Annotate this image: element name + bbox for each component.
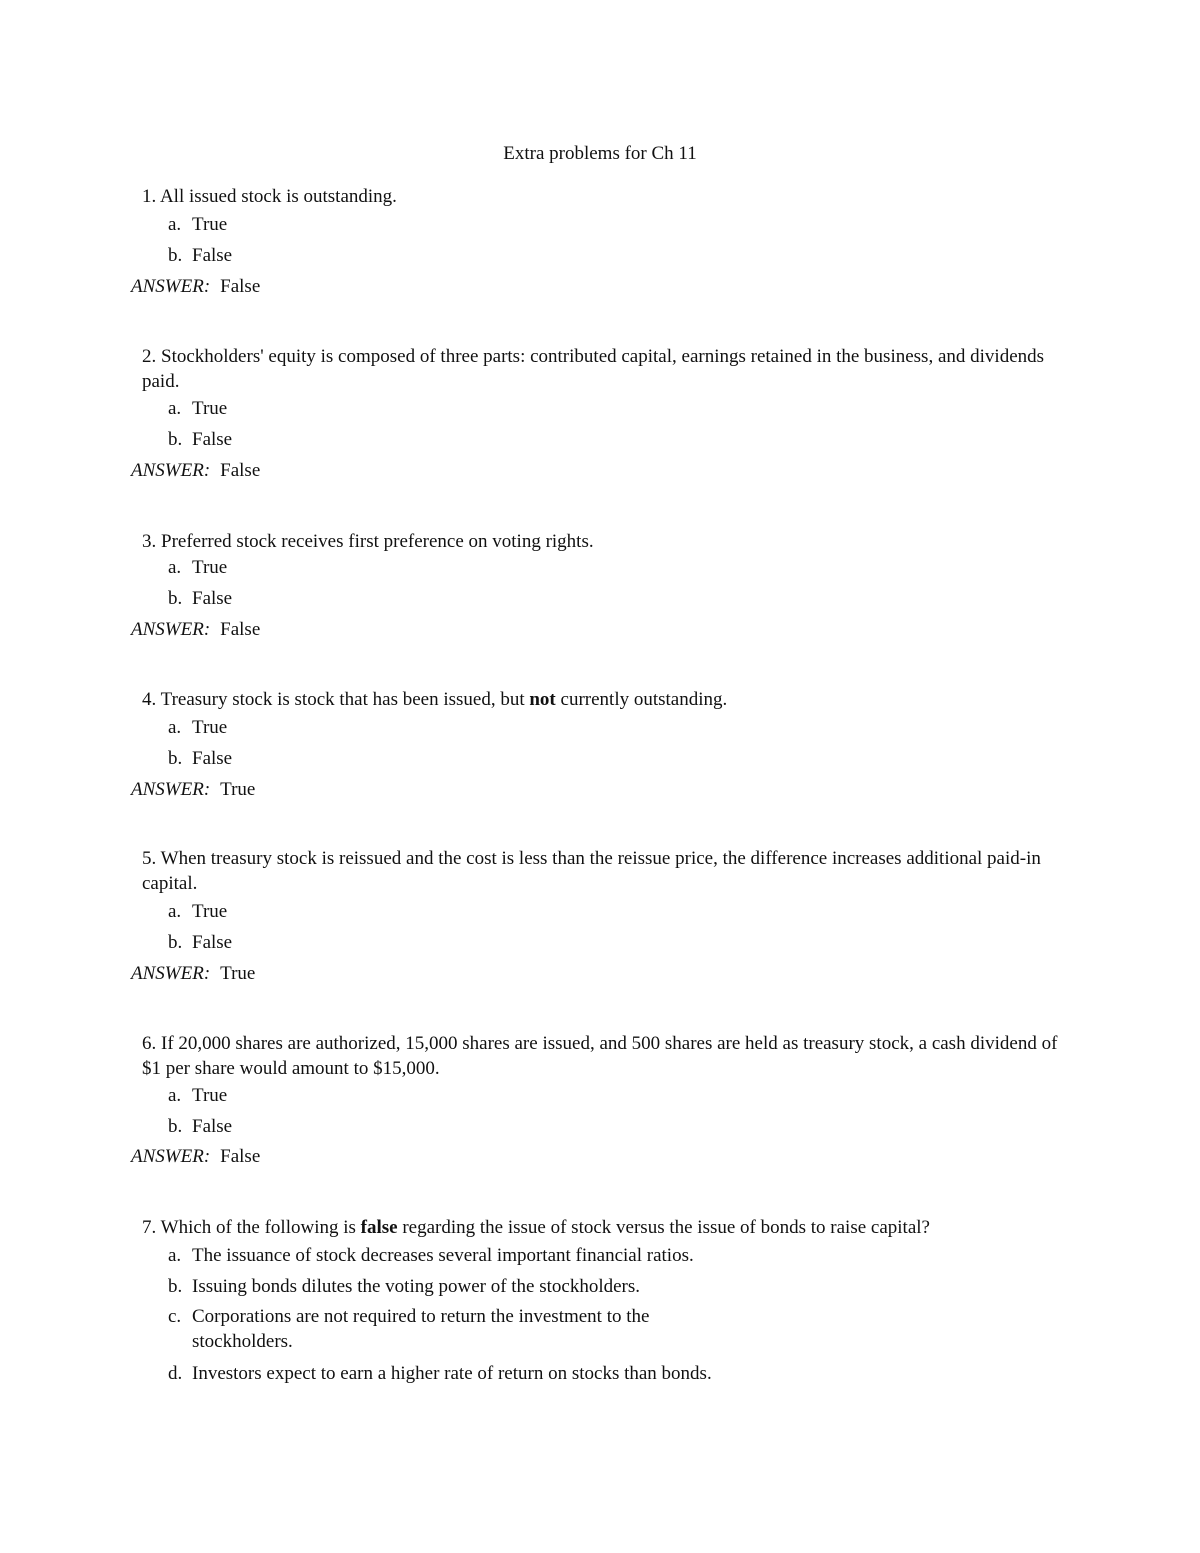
answer-value: False (220, 276, 261, 297)
answer-label: ANSWER: (131, 963, 211, 984)
question-2-text: 2. Stockholders' equity is composed of three parts: contributed capital, earnings retained in the business, and dividends paid. (142, 346, 1045, 392)
option-letter: a. (168, 1085, 182, 1106)
question-5-option-b (168, 930, 232, 955)
question-6-answer (131, 1144, 260, 1169)
question-2-option-a (168, 396, 227, 421)
answer-value: False (220, 619, 261, 640)
option-letter: b. (168, 245, 183, 266)
question-3-answer (131, 617, 260, 642)
question-7-option-c (168, 1304, 732, 1354)
option-text: False (192, 1116, 233, 1137)
option-letter: b. (168, 748, 183, 769)
question-4-answer (131, 777, 255, 802)
question-7-option-a (168, 1243, 694, 1268)
question-7-text-before: 7. Which of the following is (142, 1217, 361, 1238)
question-3-option-b (168, 586, 232, 611)
option-text: Issuing bonds dilutes the voting power of the stockholders. (192, 1276, 641, 1297)
option-letter: b. (168, 429, 183, 450)
option-text: False (192, 932, 233, 953)
option-letter: b. (168, 932, 183, 953)
answer-value: False (220, 1146, 261, 1167)
option-letter: a. (168, 717, 182, 738)
option-text: True (192, 717, 228, 738)
question-1-answer (131, 274, 260, 299)
question-4-option-a (168, 715, 227, 740)
option-text: Corporations are not required to return the investment to the stockholders. (192, 1306, 650, 1352)
question-4-option-b (168, 746, 232, 771)
answer-label: ANSWER: (131, 1146, 211, 1167)
option-text: False (192, 588, 233, 609)
answer-label: ANSWER: (131, 276, 211, 297)
answer-value: True (220, 963, 256, 984)
question-4-text-before: 4. Treasury stock is stock that has been issued, but (142, 689, 530, 710)
question-6-option-b (168, 1114, 232, 1139)
answer-value: False (220, 460, 261, 481)
question-7-text (142, 1215, 1062, 1240)
option-letter: c. (168, 1306, 182, 1327)
option-letter: b. (168, 1276, 183, 1297)
option-letter: b. (168, 588, 183, 609)
option-letter: b. (168, 1116, 183, 1137)
option-letter: a. (168, 557, 182, 578)
answer-label: ANSWER: (131, 779, 211, 800)
question-4-text (142, 687, 1062, 712)
option-letter: d. (168, 1363, 183, 1384)
answer-label: ANSWER: (131, 460, 211, 481)
option-text: True (192, 1085, 228, 1106)
question-2-answer (131, 458, 260, 483)
answer-label: ANSWER: (131, 619, 211, 640)
question-5-answer (131, 961, 255, 986)
option-letter: a. (168, 901, 182, 922)
page-title: Extra problems for Ch 11 (503, 143, 697, 164)
option-text: False (192, 429, 233, 450)
answer-value: True (220, 779, 256, 800)
option-text: True (192, 214, 228, 235)
option-letter: a. (168, 214, 182, 235)
option-text: False (192, 245, 233, 266)
question-3-option-a (168, 555, 227, 580)
question-2-option-b (168, 427, 232, 452)
question-7-option-b (168, 1274, 640, 1299)
question-5-option-a (168, 899, 227, 924)
option-text: True (192, 901, 228, 922)
option-text: False (192, 748, 233, 769)
question-1-option-b (168, 243, 232, 268)
option-text: Investors expect to earn a higher rate of return on stocks than bonds. (192, 1363, 712, 1384)
option-letter: a. (168, 398, 182, 419)
question-1-option-a (168, 212, 227, 237)
option-letter: a. (168, 1245, 182, 1266)
question-7-text-after: regarding the issue of stock versus the issue of bonds to raise capital? (397, 1217, 930, 1238)
option-text: True (192, 557, 228, 578)
question-5-text: 5. When treasury stock is reissued and the cost is less than the reissue price, the difference increases additional paid-in capital. (142, 848, 1041, 894)
question-6-option-a (168, 1083, 227, 1108)
question-4-text-after: currently outstanding. (555, 689, 728, 710)
question-1-text: 1. All issued stock is outstanding. (142, 186, 397, 207)
question-3-text: 3. Preferred stock receives first preference on voting rights. (142, 531, 594, 552)
question-7-option-d (168, 1361, 712, 1386)
option-text: The issuance of stock decreases several important financial ratios. (192, 1245, 694, 1266)
question-4-emphasis: not (529, 689, 556, 710)
question-7-emphasis: false (360, 1217, 398, 1238)
option-text: True (192, 398, 228, 419)
question-6-text: 6. If 20,000 shares are authorized, 15,000 shares are issued, and 500 shares are held as treasury stock, a cash dividend of $1 per share would amount to $15,000. (142, 1033, 1058, 1079)
